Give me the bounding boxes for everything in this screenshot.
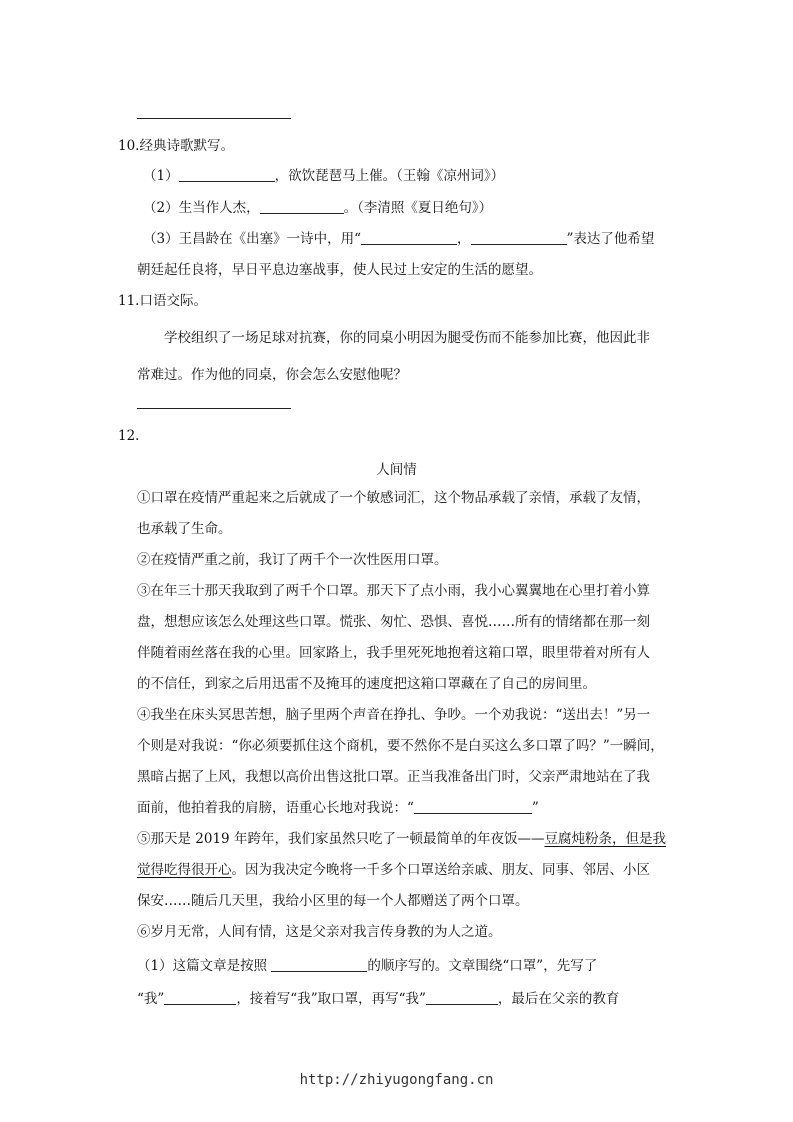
fill-blank[interactable] (260, 199, 344, 214)
sub-text: ，最后在父亲的教育 (497, 991, 620, 1007)
article-line: ③在年三十那天我取到了两千个口罩。那天下了点小雨，我小心翼翼地在心里打着小算 (137, 583, 650, 599)
article-line: ②在疫情严重之前，我订了两千个一次性医用口罩。 (137, 552, 448, 568)
sub-text-end: 。（李清照《夏日绝句》） (343, 200, 493, 216)
sub-text: “我” (137, 991, 165, 1007)
footer-url: http://zhiyugongfang.cn (299, 1072, 494, 1088)
fill-blank[interactable] (426, 990, 498, 1005)
sub-text: 的顺序写的。文章围绕“口罩”，先写了 (367, 958, 598, 974)
q10-sub3 (143, 230, 654, 248)
article-line (137, 799, 539, 817)
question-12-number: 12. (118, 428, 140, 444)
question-number: 11. (118, 293, 140, 309)
article-line (137, 830, 666, 848)
fill-blank[interactable] (471, 230, 567, 245)
q11-para-line2: 常难过。作为他的同桌，你会怎么安慰他呢？ (137, 367, 407, 383)
comma: ， (457, 231, 471, 247)
answer-line (137, 118, 291, 119)
article-line: ④我坐在床头冥思苦想，脑子里两个声音在挣扎、争吵。一个劝我说：“送出去！”另一 (137, 707, 651, 723)
question-title: 经典诗歌默写。 (139, 138, 234, 154)
q10-sub3-cont: 朝廷起任良将，早日平息边塞战事，使人民过上安定的生活的愿望。 (137, 262, 542, 278)
sub-text-end: ”表达了他希望 (566, 231, 655, 247)
article-line: 保安……随后几天里，我给小区里的每一个人都赠送了两个口罩。 (137, 893, 529, 909)
article-line: 黑暗占据了上风，我想以高价出售这批口罩。正当我准备出门时，父亲严肃地站在了我 (137, 769, 650, 785)
fill-blank[interactable] (164, 990, 236, 1005)
article-line (137, 861, 650, 879)
sub-text: （3）王昌龄在《出塞》一诗中，用“ (143, 231, 361, 247)
sub-text: ，欲饮琵琶马上催。（王翰《凉州词》） (274, 168, 505, 184)
underlined-sentence: 觉得吃得很开心 (137, 862, 232, 878)
article-line: 个则是对我说：“你必须要抓住这个商机，要不然你不是白买这么多口罩了吗？”一瞬间， (137, 738, 664, 754)
fill-blank[interactable] (179, 167, 275, 182)
question-number: 10. (118, 138, 140, 154)
article-line: 盘，想想应该怎么处理这些口罩。慌张、匆忙、恐惧、喜悦……所有的情绪都在那一刻 (137, 614, 650, 630)
fill-blank[interactable] (414, 799, 532, 814)
article-text: 面前，他拍着我的肩膀，语重心长地对我说：“ (137, 800, 414, 816)
article-line: 的不信任，到家之后用迅雷不及掩耳的速度把这箱口罩藏在了自己的房间里。 (137, 676, 596, 692)
article-line: ①口罩在疫情严重起来之后就成了一个敏感词汇，这个物品承载了亲情，承载了友情， (137, 490, 650, 506)
underlined-sentence: 豆腐炖粉条，但是我 (544, 831, 666, 847)
q10-sub2 (143, 199, 492, 217)
q12-sub1-cont (137, 990, 619, 1008)
sub-text: （2）生当作人杰， (143, 200, 260, 216)
article-line: ⑥岁月无常，人间有情，这是父亲对我言传身教的为人之道。 (137, 924, 502, 940)
article-title: 人间情 (376, 462, 417, 478)
q12-sub1 (137, 957, 597, 975)
question-10-heading (118, 137, 234, 155)
question-11-heading (118, 292, 207, 310)
sub-text: （1）这篇文章是按照 (137, 958, 268, 974)
quote-mark: ” (531, 800, 539, 816)
article-text: ⑤那天是 2019 年跨年，我们家虽然只吃了一顿最简单的年夜饭—— (137, 831, 545, 847)
answer-line[interactable] (137, 408, 291, 409)
q11-para-line1: 学校组织了一场足球对抗赛，你的同桌小明因为腿受伤而不能参加比赛，他因此非 (164, 330, 650, 346)
sub-text: ，接着写“我”取口罩，再写“我” (236, 991, 426, 1007)
article-text: 。因为我决定今晚将一千多个口罩送给亲戚、朋友、同事、邻居、小区 (231, 862, 650, 878)
fill-blank[interactable] (271, 957, 367, 972)
question-title: 口语交际。 (139, 293, 207, 309)
article-line: 也承载了生命。 (137, 521, 232, 537)
article-line: 伴随着雨丝落在我的心里。回家路上，我手里死死地抱着这箱口罩，眼里带着对所有人 (137, 645, 650, 661)
sub-number: （1） (143, 168, 179, 184)
q10-sub1 (143, 167, 504, 185)
fill-blank[interactable] (361, 230, 457, 245)
